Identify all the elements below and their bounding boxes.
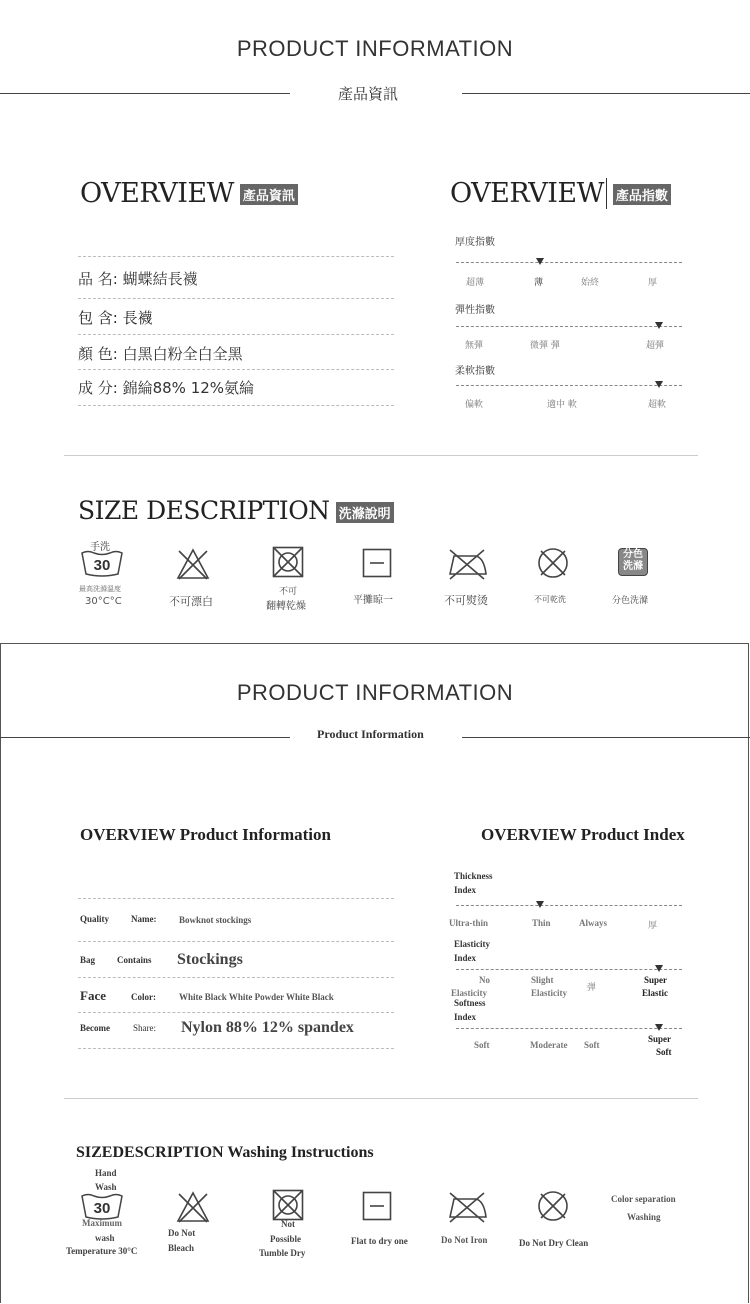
no-dry-clean-label: 不可乾洗 xyxy=(534,595,566,604)
softness-index-label: 柔軟指數 xyxy=(455,366,495,377)
overview-title-left: OVERVIEW Product Information xyxy=(80,825,331,844)
flat-dry-label: 平攤晾一 xyxy=(353,595,393,606)
header-rule-right xyxy=(462,93,750,94)
detail-contents: 包 含: 長襪 xyxy=(78,309,153,327)
elasticity-index-label: Index xyxy=(454,953,477,963)
divider xyxy=(78,977,394,978)
scale-label: Elastic xyxy=(642,988,668,998)
scale-label: 無彈 xyxy=(465,341,484,351)
size-tag: 洗滌說明 xyxy=(336,502,394,523)
divider xyxy=(78,298,394,299)
scale-label: 適中 軟 xyxy=(547,400,577,410)
thickness-index-label: 厚度指數 xyxy=(455,237,495,248)
max-temp-caption: wash xyxy=(95,1233,115,1243)
max-temp-caption: Maximum xyxy=(82,1218,122,1228)
scale-label: Soft xyxy=(584,1040,600,1050)
flat-dry-icon xyxy=(362,1191,392,1221)
thickness-scale-line xyxy=(456,262,682,263)
scale-label: Ultra-thin xyxy=(449,918,488,928)
scale-label: 厚 xyxy=(648,278,658,288)
no-tumble-label: Not xyxy=(281,1219,295,1229)
hand-wash-temp: 30 xyxy=(93,557,111,574)
temp-caption: 30°C°C xyxy=(85,596,122,607)
overview-title-right: OVERVIEW Product Index xyxy=(481,825,685,844)
page-subheader: Product Information xyxy=(317,727,424,741)
detail-key: Become xyxy=(80,1023,110,1033)
scale-label: 厚 xyxy=(648,921,658,931)
no-tumble-dry-icon xyxy=(272,1189,304,1221)
overview-tag: 產品指數 xyxy=(613,184,671,205)
scale-label: Elasticity xyxy=(451,988,487,998)
scale-label: Always xyxy=(579,918,608,928)
detail-key: Bag xyxy=(80,955,96,965)
divider xyxy=(78,1012,394,1013)
no-tumble-label: 不可 xyxy=(279,587,298,597)
scale-label: Elasticity xyxy=(531,988,567,998)
no-bleach-label: 不可漂白 xyxy=(169,595,213,608)
no-tumble-dry-icon xyxy=(272,546,304,578)
elasticity-scale-line xyxy=(456,326,682,327)
no-iron-label: 不可熨烫 xyxy=(444,594,488,607)
color-separation-label: 分色洗滌 xyxy=(612,596,649,606)
scale-label: 偏軟 xyxy=(465,400,484,410)
scale-label: 超薄 xyxy=(466,278,485,288)
scale-label: 始終 xyxy=(581,278,600,288)
overview-title-text: OVERVIEW xyxy=(450,178,604,209)
softness-level-marker xyxy=(655,381,663,388)
scale-label: 超軟 xyxy=(648,400,667,410)
softness-scale-line xyxy=(456,385,682,386)
size-title-text: SIZE DESCRIPTION xyxy=(78,496,330,525)
hand-wash-label: 手洗 xyxy=(90,542,110,553)
scale-label: Soft xyxy=(474,1040,490,1050)
elasticity-index-label: Elasticity xyxy=(454,939,490,949)
thickness-index-label: Thickness xyxy=(454,871,493,881)
no-bleach-icon xyxy=(176,1191,210,1223)
temp-caption: 最高洗滌溫度 xyxy=(79,585,121,593)
no-bleach-icon xyxy=(176,548,210,580)
max-temp-caption: Temperature 30°C xyxy=(66,1246,138,1256)
detail-key: Quality xyxy=(80,914,110,924)
detail-key: Color: xyxy=(131,992,156,1002)
elasticity-level-marker xyxy=(655,965,663,972)
color-separation-icon-text: 洗滌 xyxy=(623,561,643,572)
detail-color-value: White Black White Powder White Black xyxy=(179,992,334,1002)
thickness-index-label: Index xyxy=(454,885,477,895)
no-iron-label: Do Not Iron xyxy=(441,1235,488,1245)
scale-label: Super xyxy=(648,1034,672,1044)
no-dry-clean-icon xyxy=(536,546,570,580)
page-subheader: 產品資訊 xyxy=(338,85,399,103)
scale-label: 超彈 xyxy=(646,341,665,351)
color-separation-label: Washing xyxy=(627,1212,661,1222)
divider xyxy=(78,1048,394,1049)
overview-title-right xyxy=(450,178,671,209)
hand-wash-temp: 30 xyxy=(93,1200,111,1217)
no-dry-clean-label: Do Not Dry Clean xyxy=(519,1238,589,1248)
no-iron-icon xyxy=(446,548,488,580)
color-separation-label: Color separation xyxy=(611,1194,676,1204)
divider xyxy=(78,369,394,370)
overview-tag: 產品資訊 xyxy=(240,184,298,205)
flat-dry-label: Flat to dry one xyxy=(351,1236,408,1246)
detail-key: Name: xyxy=(131,914,157,924)
hand-wash-label: Wash xyxy=(95,1182,117,1192)
scale-label: 薄 xyxy=(534,278,544,288)
overview-title-left xyxy=(80,178,298,209)
thickness-level-marker xyxy=(536,258,544,265)
detail-material: 成 分: 錦綸88% 12%氨綸 xyxy=(78,379,255,397)
scale-label: No xyxy=(479,975,490,985)
size-description-title xyxy=(78,496,394,525)
detail-key: Face xyxy=(80,988,106,1003)
scale-label: Soft xyxy=(656,1047,672,1057)
scale-label: Super xyxy=(644,975,668,985)
detail-key: Contains xyxy=(117,955,152,965)
no-tumble-label: 翻轉乾燥 xyxy=(266,601,306,612)
flat-dry-icon xyxy=(362,548,392,578)
elasticity-scale-line xyxy=(456,969,682,970)
no-tumble-label: Possible xyxy=(270,1234,302,1244)
scale-label: Moderate xyxy=(530,1040,568,1050)
elasticity-index-label: 彈性指數 xyxy=(455,305,495,316)
divider xyxy=(78,405,394,406)
detail-name-value: Bowknot stockings xyxy=(179,915,252,925)
divider xyxy=(78,334,394,335)
softness-index-label: Index xyxy=(454,1012,477,1022)
hand-wash-icon xyxy=(80,550,124,578)
softness-scale-line xyxy=(456,1028,682,1029)
color-separation-icon-text: 分色 xyxy=(623,549,643,560)
section-divider xyxy=(64,1098,698,1099)
detail-contents-value: Stockings xyxy=(177,951,243,968)
divider xyxy=(78,898,394,899)
detail-material-value: Nylon 88% 12% spandex xyxy=(181,1019,354,1036)
page-header: PRODUCT INFORMATION xyxy=(236,36,514,61)
scale-label: 微彈 彈 xyxy=(530,341,560,351)
softness-index-label: Softness xyxy=(454,998,486,1008)
thickness-scale-line xyxy=(456,905,682,906)
size-description-title: SIZEDESCRIPTION Washing Instructions xyxy=(76,1144,374,1161)
divider xyxy=(78,256,394,257)
no-tumble-label: Tumble Dry xyxy=(259,1248,306,1258)
no-bleach-label: Do Not xyxy=(168,1228,196,1238)
page-header: PRODUCT INFORMATION xyxy=(236,680,514,705)
thickness-level-marker xyxy=(536,901,544,908)
divider xyxy=(78,941,394,942)
elasticity-level-marker xyxy=(655,322,663,329)
header-rule-right xyxy=(462,737,750,738)
detail-key: Share: xyxy=(133,1023,156,1033)
header-rule-left xyxy=(0,737,290,738)
no-bleach-label: Bleach xyxy=(168,1243,194,1253)
scale-label: Thin xyxy=(532,918,551,928)
color-separation-icon xyxy=(618,548,648,576)
overview-title-text: OVERVIEW xyxy=(80,178,234,209)
hand-wash-icon xyxy=(80,1193,124,1221)
no-iron-icon xyxy=(446,1191,488,1223)
scale-label: Slight xyxy=(531,975,554,985)
detail-name: 品 名: 蝴蝶結長襪 xyxy=(78,270,198,288)
hand-wash-label: Hand xyxy=(95,1168,117,1178)
softness-level-marker xyxy=(655,1024,663,1031)
no-dry-clean-icon xyxy=(536,1189,570,1223)
section-divider xyxy=(64,455,698,456)
detail-color: 顏 色: 白黑白粉全白全黑 xyxy=(78,345,243,363)
scale-label: 弹 xyxy=(587,983,597,993)
header-rule-left xyxy=(0,93,290,94)
